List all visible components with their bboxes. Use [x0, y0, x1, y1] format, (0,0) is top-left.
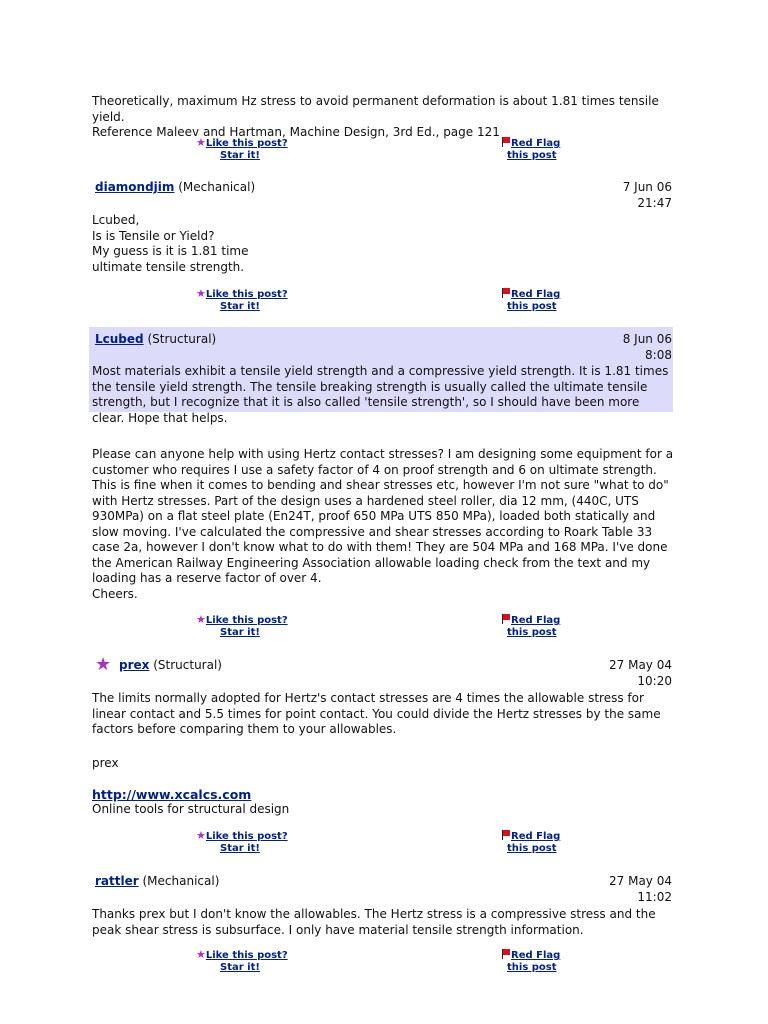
like-post-link[interactable]: ★Like this post? Star it!	[196, 288, 296, 313]
post-body: Theoretically, maximum Hz stress to avoid permanent deformation is about 1.81 times tensile yield. Reference Maleev and Hartman, Machine Design, 3rd Ed., page 121	[92, 94, 659, 139]
post-header	[95, 180, 255, 196]
author-link[interactable]: prex	[119, 658, 150, 672]
red-flag-link[interactable]: Red Flag this post	[501, 614, 581, 639]
post-header	[95, 874, 219, 890]
red-flag-icon	[501, 288, 511, 298]
author-specialty: (Mechanical)	[178, 180, 256, 194]
star-it-link[interactable]: Star it!	[220, 843, 260, 854]
red-flag-link[interactable]: Red Flag this post	[501, 830, 581, 855]
star-icon: ★	[196, 613, 206, 626]
author-link[interactable]: rattler	[95, 874, 139, 888]
signature-url-link[interactable]: http://www.xcalcs.com	[92, 787, 252, 802]
red-flag-icon	[501, 830, 511, 840]
post-body: Most materials exhibit a tensile yield strength and a compressive yield strength. It is 1.81 times the tensile yield strength. The tensile breaking strength is usually called the ultimate tensile strength, but I recognize that it is also called 'tensile strength', so I should have been more clear. Hope that helps.	[92, 364, 669, 425]
author-specialty: (Structural)	[147, 332, 217, 346]
author-link[interactable]: diamondjim	[95, 180, 175, 194]
like-post-link[interactable]: ★Like this post? Star it!	[196, 137, 296, 162]
star-it-link[interactable]: Star it!	[220, 301, 260, 312]
red-flag-icon	[501, 137, 511, 147]
post-date: 27 May 04 10:20	[609, 658, 672, 688]
author-specialty: (Mechanical)	[142, 874, 220, 888]
star-it-link[interactable]: Star it!	[220, 627, 260, 638]
red-flag-icon	[501, 614, 511, 624]
author-link[interactable]: Lcubed	[95, 332, 144, 346]
star-icon: ★	[196, 287, 206, 300]
like-post-link[interactable]: ★Like this post? Star it!	[196, 830, 296, 855]
star-icon: ★	[95, 654, 112, 675]
post-signature: prex	[92, 756, 119, 770]
star-icon: ★	[196, 136, 206, 149]
author-specialty: (Structural)	[153, 658, 222, 672]
signature-tagline: Online tools for structural design	[92, 802, 290, 816]
red-flag-icon	[501, 949, 511, 959]
post-header	[119, 658, 222, 674]
star-icon: ★	[196, 948, 206, 961]
post-header	[95, 332, 216, 348]
like-post-link[interactable]: ★Like this post? Star it!	[196, 614, 296, 639]
red-flag-link[interactable]: Red Flag this post	[501, 288, 581, 313]
post-date: 27 May 04 11:02	[609, 874, 672, 904]
red-flag-link[interactable]: Red Flag this post	[501, 137, 581, 162]
post-body: Please can anyone help with using Hertz contact stresses? I am designing some equipment for a customer who requires I use a safety factor of 4 on proof strength and 6 on ultimate strength. This is fine when it comes to bending and shear stresses etc, however I'm not sure "what to do" with Hertz stresses. Part of the design uses a hardened steel roller, dia 12 mm, (440C, UTS 930MPa) on a flat steel plate (En24T, proof 650 MPa UTS 850 MPa), loaded both statically and slow moving. I've calculated the compressive and shear stresses according to Roark Table 33 case 2a, however I don't know what to do with them! They are 504 MPa and 168 MPa. I've done the American Railway Engineering Association allowable loading check from the text and my loading has a reserve factor of over 4. Cheers.	[92, 447, 674, 601]
post-body: Lcubed, Is is Tensile or Yield? My guess is it is 1.81 time ultimate tensile strength.	[92, 213, 249, 274]
post-date: 7 Jun 06 21:47	[622, 180, 672, 210]
star-icon: ★	[196, 829, 206, 842]
post-date: 8 Jun 06 8:08	[622, 332, 672, 362]
post-body: Thanks prex but I don't know the allowables. The Hertz stress is a compressive stress and the peak shear stress is subsurface. I only have material tensile strength information.	[92, 907, 656, 937]
post-body: The limits normally adopted for Hertz's contact stresses are 4 times the allowable stress for linear contact and 5.5 times for point contact. You could divide the Hertz stresses by the same factors before comparing them to your allowables.	[92, 691, 661, 736]
star-it-link[interactable]: Star it!	[220, 962, 260, 973]
like-post-link[interactable]: ★Like this post? Star it!	[196, 949, 296, 974]
red-flag-link[interactable]: Red Flag this post	[501, 949, 581, 974]
star-it-link[interactable]: Star it!	[220, 150, 260, 161]
